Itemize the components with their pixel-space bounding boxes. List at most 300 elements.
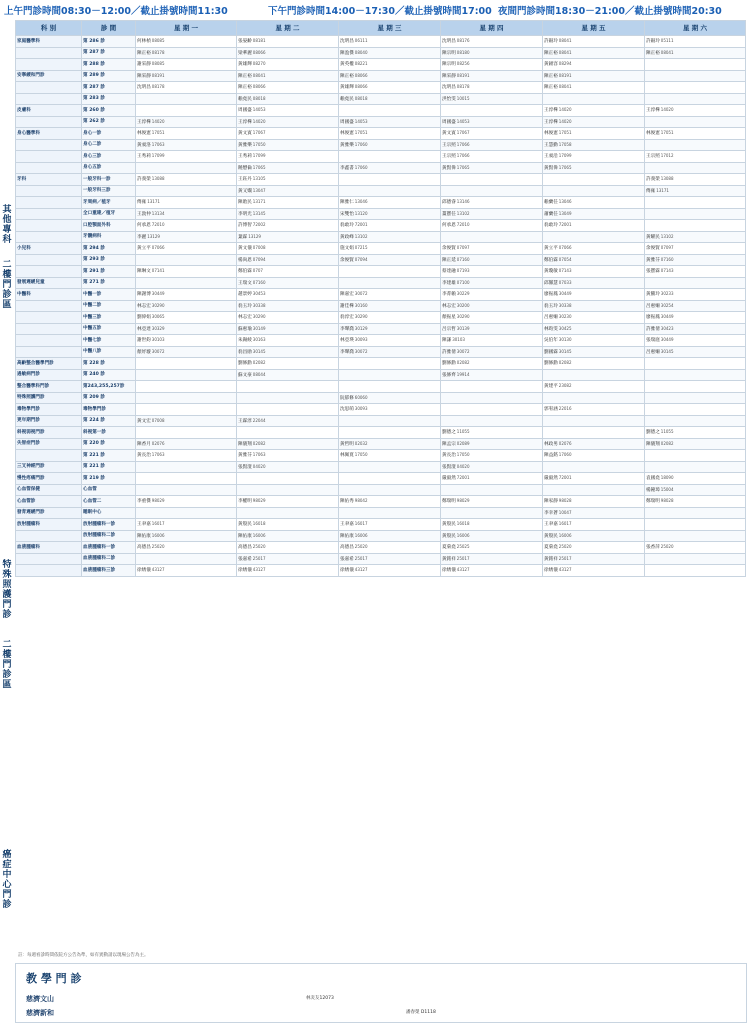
doctor-code: 30254 [660,302,674,308]
dept-cell: 家庭醫學科 [16,36,82,48]
schedule-slot [645,208,746,220]
schedule-slot [136,381,237,393]
doctor-code: 25017 [456,555,470,561]
doctor-code: 07066 [558,245,572,251]
schedule-slot [237,323,339,335]
doctor-code: 13088 [151,176,165,182]
doctor-code: 16006 [456,532,470,538]
dept-header: 科 別 [16,21,82,36]
schedule-slot [237,93,339,105]
schedule-slot [136,231,237,243]
doctor-code: 30072 [354,348,368,354]
schedule-slot [136,128,237,140]
day-header-tue: 星 期 二 [237,21,339,36]
schedule-slot [645,277,746,289]
schedule-slot [136,358,237,370]
schedule-slot [237,346,339,358]
table-row [16,496,746,508]
doctor-code: 43127 [252,567,266,573]
room-cell: 身心一診 [82,128,136,140]
doctor-name: 蔡達融 [442,269,456,275]
doctor-name: 何承恩 [137,223,151,229]
schedule-slot [543,151,645,163]
dept-cell: 斜視弱視門診 [16,427,82,439]
schedule-slot [543,128,645,140]
doctor-name: 高德昌 [238,545,252,551]
doctor-name: 傅雍 [137,200,147,206]
schedule-slot [237,553,339,565]
schedule-slot [339,323,441,335]
room-cell: 第 293 診 [82,254,136,266]
dept-cell [16,82,82,94]
schedule-slot [136,105,237,117]
schedule-slot [441,162,543,174]
table-row [16,553,746,565]
doctor-code: 13129 [248,233,261,239]
doctor-code: 25017 [252,555,266,561]
schedule-slot [645,323,746,335]
schedule-slot [339,565,441,577]
schedule-slot [339,300,441,312]
table-row [16,300,746,312]
doctor-code: 30072 [151,348,165,354]
schedule-slot [339,151,441,163]
schedule-table [15,20,746,577]
room-cell: 第 221 診 [82,461,136,473]
doctor-code: 08085 [151,61,165,67]
schedule-slot [543,450,645,462]
doctor-name: 黃銘祥 [544,556,558,562]
doctor-name: 黃殷民 [442,522,456,528]
doctor-name: 林政男 [544,441,558,447]
doctor-code: 30065 [151,314,165,320]
schedule-slot [136,116,237,128]
doctor-name: 劉國霖 [544,349,558,355]
doctor-code: 13049 [558,210,572,216]
doctor-code: 16018 [456,521,470,527]
table-row [16,139,746,151]
doctor-code: 13102 [660,233,674,239]
schedule-slot [645,358,746,370]
doctor-name: 陳儀翔 [646,441,660,447]
room-cell: 第 224 診 [82,415,136,427]
doctor-name: 陳宗明 [442,50,456,56]
dept-cell [16,565,82,577]
doctor-name: 黃文宏 [137,418,151,424]
dept-cell: 安寧緩和門診 [16,70,82,82]
doctor-name: 謝佳樺 [340,303,354,309]
doctor-code: 08041 [660,49,674,55]
doctor-code: 17060 [558,452,572,458]
doctor-code: 17051 [151,130,165,136]
table-row [16,151,746,163]
evening-session-time: 夜間門診時間18:30－21:00／截止掛號時間20:30 [498,6,722,17]
doctor-code: 30145 [252,348,266,354]
doctor-name: 沈明昌 [442,85,456,91]
doctor-code: 07193 [456,268,470,274]
schedule-slot [237,162,339,174]
doctor-code: 25017 [558,555,572,561]
doctor-name: 李聲喬 [340,349,354,355]
schedule-slot [237,277,339,289]
doctor-code: 16006 [151,532,165,538]
schedule-slot [441,507,543,519]
doctor-code: 07160 [660,256,674,262]
doctor-code: 04020 [456,463,470,469]
room-cell: 中醫二診 [82,300,136,312]
doctor-code: 17058 [558,141,572,147]
dept-cell [16,197,82,209]
doctor-code: 13171 [147,199,160,205]
schedule-slot [237,530,339,542]
doctor-name: 施文娟 [340,246,354,252]
dept-cell [16,59,82,71]
doctor-name: 黃雅芬 [646,257,660,263]
doctor-name: 林昀雯 [544,326,558,332]
doctor-name: 黃穎容 [544,62,558,68]
schedule-slot [237,565,339,577]
doctor-name: 高德昌 [340,545,354,551]
doctor-name: 黃昶洛 [137,142,151,148]
schedule-slot [543,473,645,485]
schedule-slot [645,197,746,209]
doctor-code: 72010 [456,222,470,228]
schedule-slot [543,438,645,450]
schedule-slot [645,473,746,485]
room-cell: 睡眠中心 [82,507,136,519]
schedule-slot [237,231,339,243]
dept-cell [16,335,82,347]
schedule-slot [441,358,543,370]
schedule-slot [543,93,645,105]
doctor-name: 郭宥涵 [544,407,558,413]
schedule-slot [441,392,543,404]
schedule-slot [237,139,339,151]
doctor-name: 嚴毅然 [442,476,456,482]
dept-cell: 慢性疼痛門診 [16,473,82,485]
schedule-slot [645,553,746,565]
doctor-code: 07008 [252,245,266,251]
doctor-code: 10015 [456,95,470,101]
schedule-slot [645,530,746,542]
schedule-slot [339,484,441,496]
schedule-slot [645,220,746,232]
doctor-code: 25020 [151,544,165,550]
schedule-slot [543,70,645,82]
doctor-name: 劉修勳 [544,361,558,367]
room-cell: 第 283 診 [82,93,136,105]
doctor-code: 14020 [151,118,165,124]
table-row [16,312,746,324]
teaching-cell-2: 潘春榮 D1118 [406,1010,436,1015]
doctor-code: 30145 [558,348,572,354]
doctor-name: 王昶沿 [544,154,558,160]
schedule-slot [543,404,645,416]
room-cell: 第 220 診 [82,438,136,450]
schedule-slot [441,220,543,232]
schedule-slot [339,289,441,301]
schedule-slot [136,151,237,163]
doctor-name: 鄭瑞明 [646,499,660,505]
table-row [16,231,746,243]
doctor-name: 嚴毅然 [544,476,558,482]
doctor-name: 李重傑 [137,499,151,505]
schedule-slot [136,82,237,94]
dept-cell: 三叉神經門診 [16,461,82,473]
dept-cell [16,93,82,105]
doctor-name: 林俊憲 [646,131,660,137]
doctor-code: 22016 [558,406,572,412]
doctor-name: 黃殷民 [442,533,456,539]
doctor-code: 17050 [456,452,470,458]
schedule-slot [543,392,645,404]
doctor-name: 李明光 [238,211,252,217]
doctor-name: 宋雙怡 [340,211,354,217]
schedule-slot [645,300,746,312]
dept-cell [16,300,82,312]
schedule-slot [645,59,746,71]
doctor-code: 11055 [660,429,674,435]
schedule-body [16,36,746,577]
schedule-slot [339,461,441,473]
schedule-slot [543,162,645,174]
schedule-slot [237,36,339,48]
schedule-slot [543,565,645,577]
schedule-slot [543,461,645,473]
doctor-name: 王淳樺 [137,119,151,125]
schedule-slot [441,105,543,117]
doctor-name: 黃賢偉 [442,165,456,171]
day-header-mon: 星 期 一 [136,21,237,36]
schedule-slot [136,300,237,312]
doctor-name: 余俊賢 [646,246,660,252]
doctor-code: 30449 [660,337,674,343]
schedule-slot [136,496,237,508]
schedule-slot [136,220,237,232]
doctor-code: 13120 [354,210,368,216]
doctor-name: 王瑞文 [238,280,252,286]
schedule-slot [339,277,441,289]
schedule-slot [136,415,237,427]
doctor-name: 黃銘祥 [442,556,456,562]
room-cell: 中醫七診 [82,335,136,347]
schedule-slot [441,530,543,542]
doctor-code: 25020 [660,544,674,550]
doctor-code: 16018 [252,521,266,527]
doctor-code: 13047 [252,187,266,193]
doctor-name: 廖振鳳 [646,315,660,321]
doctor-name: 許義榮 [137,177,151,183]
schedule-slot [543,197,645,209]
schedule-slot [441,335,543,347]
schedule-slot [136,277,237,289]
dept-cell [16,151,82,163]
table-row [16,519,746,531]
doctor-name: 林俊憲 [137,131,151,137]
doctor-code: 18090 [660,475,674,481]
doctor-name: 劉德之 [646,430,660,436]
doctor-code: 15004 [660,486,674,492]
doctor-code: 08041 [252,72,266,78]
doctor-code: 30093 [354,337,368,343]
doctor-code: 30145 [660,348,674,354]
doctor-code: 25020 [354,544,368,550]
schedule-slot [237,415,339,427]
schedule-slot [339,519,441,531]
doctor-code: 08256 [456,61,470,67]
doctor-name: 陳孟宗 [442,441,456,447]
doctor-name: 朱錫綾 [238,338,252,344]
dept-cell [16,254,82,266]
schedule-slot [441,231,543,243]
schedule-slot [441,289,543,301]
schedule-slot [543,427,645,439]
doctor-code: 30449 [558,291,572,297]
doctor-code: 25020 [252,544,266,550]
doctor-code: 17051 [558,130,572,136]
schedule-slot [339,346,441,358]
doctor-name: 黃雄輝 [238,62,252,68]
doctor-code: 43127 [456,567,470,573]
table-row [16,185,746,197]
doctor-name: 陳佑康 [238,533,252,539]
doctor-code: 17012 [660,153,674,159]
schedule-slot [543,47,645,59]
doctor-code: 07143 [558,268,572,274]
schedule-slot [543,346,645,358]
schedule-slot [645,415,746,427]
doctor-name: 王宗照 [442,154,456,160]
doctor-name: 黃英權 [340,62,354,68]
schedule-slot [339,542,441,554]
schedule-slot [441,82,543,94]
doctor-name: 薑寶任 [442,211,456,217]
doctor-name: 謝采靜 [137,62,151,68]
doctor-name: 李聲喬 [340,326,354,332]
schedule-slot [441,139,543,151]
doctor-name: 黃又嫻 [238,188,252,194]
room-header: 診 間 [82,21,136,36]
schedule-slot [543,139,645,151]
doctor-name: 張修齊 [442,372,456,378]
schedule-slot [237,496,339,508]
schedule-slot [645,369,746,381]
doctor-code: 07066 [151,245,165,251]
doctor-name: 黃長治 [137,453,151,459]
doctor-code: 13102 [456,210,470,216]
schedule-slot [237,185,339,197]
doctor-code: 14020 [660,107,674,113]
doctor-name: 陳盈傑 [340,50,354,56]
doctor-name: 陳謝博 [137,292,151,298]
side-label-cancer-center: 癌症中心門診 [2,850,12,910]
room-cell: 血液腫瘤科三診 [82,565,136,577]
schedule-slot [136,427,237,439]
doctor-name: 黃殷民 [544,533,558,539]
room-cell: 第 291 診 [82,266,136,278]
schedule-slot [339,162,441,174]
doctor-name: 黃賢偉 [544,165,558,171]
doctor-name: 邱馨慧 [544,280,558,286]
doctor-code: 72001 [558,222,572,228]
dept-cell [16,312,82,324]
schedule-slot [339,473,441,485]
schedule-slot [645,174,746,186]
schedule-slot [237,105,339,117]
schedule-slot [339,128,441,140]
schedule-slot [543,415,645,427]
doctor-code: 08191 [151,72,165,78]
doctor-name: 徐綉儀 [340,568,354,574]
dept-cell: 過敏病門診 [16,369,82,381]
table-row [16,162,746,174]
doctor-code: 13046 [354,199,368,205]
schedule-slot [339,93,441,105]
doctor-name: 黃雅樂 [238,142,252,148]
doctor-name: 黃哲明 [340,441,354,447]
table-row [16,47,746,59]
doctor-code: 16017 [151,521,165,527]
schedule-slot [645,346,746,358]
room-cell: 第 260 診 [82,105,136,117]
room-cell: 心血管 [82,484,136,496]
doctor-name: 張賢澄 [442,464,456,470]
doctor-code: 16006 [558,532,572,538]
doctor-name: 余俊賢 [340,257,354,263]
dept-cell: 發育遲緩門診 [16,507,82,519]
doctor-code: 23082 [558,383,572,389]
doctor-name: 楊尚恩 [238,257,252,263]
room-cell: 放射腫瘤科一診 [82,519,136,531]
doctor-name: 王聿嘉 [544,522,558,528]
schedule-slot [339,36,441,48]
schedule-slot [441,496,543,508]
side-label-floor2-b: 二樓門診區 [2,640,12,690]
doctor-name: 黃立平 [544,246,558,252]
doctor-code: 17066 [456,141,470,147]
schedule-slot [339,404,441,416]
doctor-code: 30072 [354,291,368,297]
doctor-code: 07008 [151,417,165,423]
room-cell: 身心五診 [82,162,136,174]
dept-cell: 身心醫學科 [16,128,82,140]
doctor-name: 王淳樺 [544,119,558,125]
doctor-name: 黃文儀 [238,246,252,252]
schedule-slot [441,473,543,485]
doctor-code: 08018 [252,95,266,101]
teaching-room-2: 慈濟新和 [26,1009,54,1017]
schedule-slot [543,277,645,289]
schedule-slot [237,220,339,232]
doctor-code: 08191 [456,72,470,78]
day-header-thu: 星 期 四 [441,21,543,36]
doctor-code: 98028 [660,498,674,504]
schedule-slot [441,254,543,266]
doctor-name: 呂惠姍 [646,349,660,355]
session-times-bar [0,0,748,20]
doctor-name: 黃曜民 [646,234,660,240]
schedule-slot [645,70,746,82]
doctor-name: 李麗 [137,234,147,240]
table-row [16,289,746,301]
doctor-name: 呂惠姍 [646,303,660,309]
doctor-code: 30229 [456,291,470,297]
doctor-name: 陳佑秀 [340,499,354,505]
doctor-name: 呂惠姍 [544,315,558,321]
room-cell: 血液腫瘤科二診 [82,553,136,565]
doctor-code: 02076 [558,440,572,446]
dept-cell: 放射腫瘤科 [16,519,82,531]
